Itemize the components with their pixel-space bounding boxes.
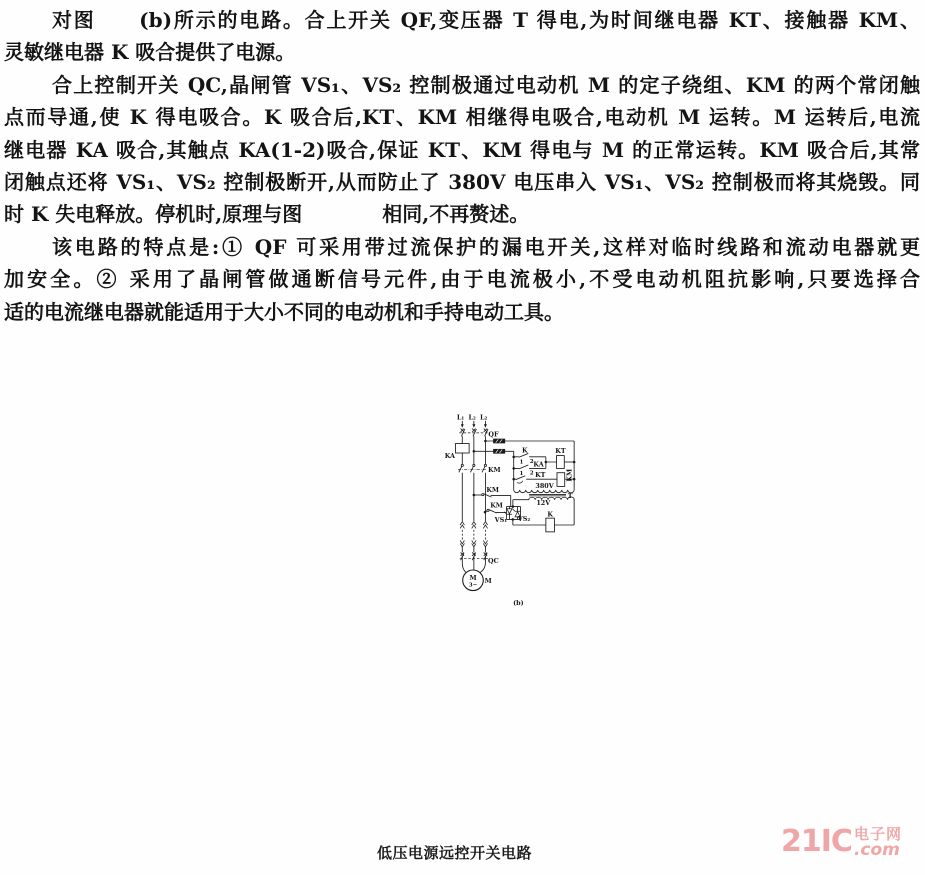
article-line: 继电器 KA 吸合,其触点 KA(1-2)吸合,保证 KT、KM 得电与 M 的正常运转。KM 吸合后,其常 [4, 137, 920, 162]
km-coil-label: KM [565, 468, 574, 482]
fuse-icon [493, 449, 505, 454]
k-contact-label: K [522, 446, 528, 455]
article-line: 点而导通,使 K 得电吸合。K 吸合后,KT、KM 相继得电吸合,电动机 M 运转。M 运转后,电流 [4, 105, 920, 130]
km-gate-upper-label: KM [486, 486, 500, 494]
logo-brand-text: 21IC [781, 824, 852, 859]
kt-coil-label: KT [555, 447, 566, 455]
plug-connectors [460, 522, 487, 553]
k-relay-coil [546, 518, 555, 532]
km-gate-lower-label: KM [490, 501, 503, 510]
phase-lines-lower [462, 473, 485, 521]
motor-m-label: M [469, 573, 477, 582]
km-main-contacts [458, 464, 487, 472]
article-text-block [4, 4, 920, 328]
vs2-label: VS₂ [517, 515, 531, 524]
article-line: 加安全。② 采用了晶闸管做通断信号元件,由于电流极小,不受电动机阻抗影响,只要选择合 [4, 267, 920, 292]
ka-contact-label: KA [533, 460, 544, 469]
article-line: 对图 (b)所示的电路。合上开关 QF,变压器 T 得电,为时间继电器 KT、接触器 KM、 [52, 8, 920, 32]
switch-qc [460, 552, 490, 561]
article-line: 该电路的特点是:① QF 可采用带过流保护的漏电开关,这样对临时线路和流动电器就更 [52, 234, 920, 259]
ka-coil-label: KA [444, 452, 455, 461]
terminal-2-label: 2 [529, 470, 534, 477]
fuse-icon [493, 439, 505, 444]
ka-relay-coil [455, 444, 469, 453]
km-main-label: KM [488, 465, 501, 474]
motor-phase-label: 3~ [468, 582, 478, 589]
terminal-1-label: 1 [519, 459, 524, 466]
terminal-1-label: 1 [519, 470, 524, 477]
primary-380v-winding [514, 490, 574, 493]
vs1-label: VS₁ [494, 516, 508, 524]
phase-label-l3: L₂ [480, 413, 488, 422]
transformer-core [529, 495, 566, 496]
transformer-label: T [567, 492, 573, 500]
circuit-schematic-svg [440, 350, 770, 820]
article-line: 闭触点还将 VS₁、VS₂ 控制极断开,从而防止了 380V 电压串入 VS₁、VS₂ 控制极而将其烧毁。同 [4, 169, 920, 194]
breaker-qf [459, 429, 488, 437]
supply-arrows [461, 421, 487, 428]
logo-tagline-text: 电子网 [853, 825, 902, 843]
circuit-diagram [440, 350, 770, 820]
transformer-t [513, 490, 574, 500]
terminal-2-label: 2 [529, 458, 534, 465]
figure-label: (b) [513, 599, 524, 608]
motor-leads [462, 561, 485, 573]
motor-ext-label: M [484, 576, 492, 585]
phase-label-l1: L₁ [456, 413, 465, 422]
article-line: 合上控制开关 QC,晶闸管 VS₁、VS₂ 控制极通过电动机 M 的定子绕组、KM 的两个常闭触 [52, 72, 920, 97]
qf-label: QF [488, 430, 499, 439]
article-line: 适的电流继电器就能适用于大小不同的电动机和手持电动工具。 [4, 299, 564, 324]
k-coil-label: K [547, 510, 553, 519]
article-line: 灵敏继电器 K 吸合提供了电源。 [4, 40, 296, 65]
secondary-voltage-label: 12V [536, 498, 551, 507]
km-gate-contact-lower [484, 509, 507, 513]
kt-contact-label: KT [535, 471, 546, 479]
phase-label-l2: L₂ [468, 413, 476, 422]
primary-voltage-label: 380V [535, 482, 554, 491]
km-contactor-coil [557, 473, 565, 487]
article-line: 时 K 失电释放。停机时,原理与图 相同,不再赘述。 [4, 202, 530, 227]
kt-timer-coil [557, 456, 565, 469]
branch-merge [546, 457, 557, 469]
qc-label: QC [488, 557, 499, 566]
logo-domain-text: .com [853, 840, 900, 860]
k-contact-branch [514, 453, 546, 457]
figure-caption: 低压电源远控开关电路 [377, 844, 533, 862]
21ic-watermark-logo [781, 826, 921, 872]
